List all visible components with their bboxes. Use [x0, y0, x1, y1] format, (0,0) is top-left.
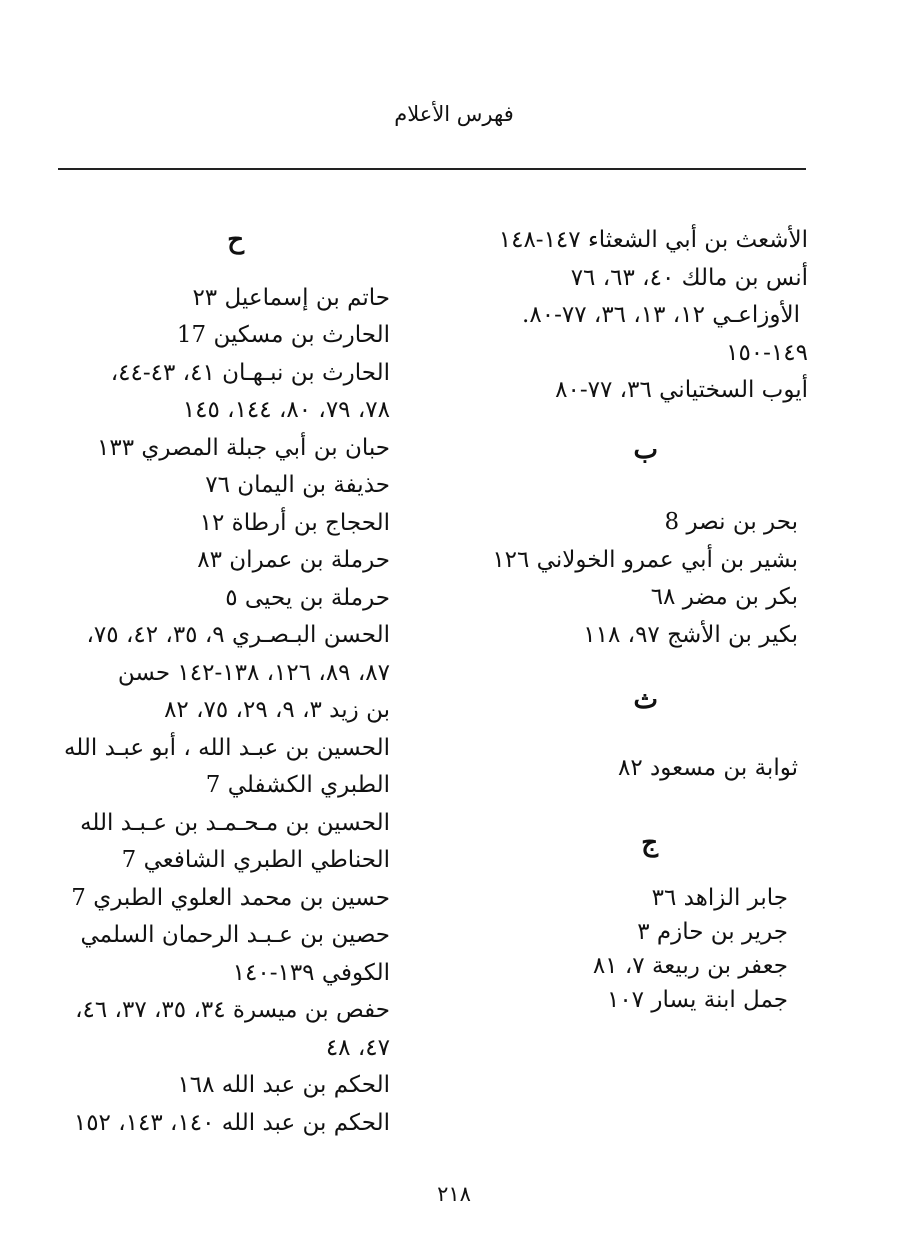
- index-entry: ١٤٩-١٥٠: [726, 339, 808, 366]
- index-entry: حفص بن ميسرة ٣٤، ٣٥، ٣٧، ٤٦،: [75, 997, 390, 1023]
- index-entry: بحر بن نصر 8: [664, 509, 798, 535]
- section-letter-jim: ج: [641, 828, 658, 858]
- index-entry: ٧٨، ٧٩، ٨٠، ١٤٤، ١٤٥: [182, 397, 390, 423]
- index-entry: جابر الزاهد ٣٦: [651, 884, 788, 911]
- index-entry: حصين بن عـبـد الرحمان السلمي: [80, 922, 390, 948]
- spacer: [40, 260, 390, 280]
- section-letter-ha: ح: [227, 225, 244, 255]
- right-column: [458, 222, 808, 1017]
- index-entry: الحسن البـصـري ٩، ٣٥، ٤٢، ٧٥،: [86, 622, 390, 648]
- index-entry: جرير بن حازم ٣: [637, 918, 788, 945]
- section-jim: [458, 881, 808, 1017]
- index-entry: بن زيد ٣، ٩، ٢٩، ٧٥، ٨٢: [164, 697, 390, 723]
- index-entry: الحناطي الطبري الشافعي 7: [121, 847, 390, 873]
- index-entry: الحارث بن مسكين 17: [176, 322, 390, 348]
- section-tha: [458, 750, 808, 788]
- section-letter-tha: ث: [633, 685, 658, 715]
- index-entry: حذيفة بن اليمان ٧٦: [205, 472, 390, 498]
- section-ba: [458, 504, 808, 654]
- spacer: [458, 787, 808, 825]
- index-entry: بشير بن أبي عمرو الخولاني ١٢٦: [492, 546, 798, 573]
- index-entry: حسين بن محمد العلوي الطبري 7: [71, 884, 390, 911]
- index-entry: ثوابة بن مسعود ٨٢: [617, 754, 798, 781]
- index-entry: الأوزاعـي ١٢، ١٣، ٣٦، ٧٧-٨٠.: [522, 302, 800, 328]
- index-entry: الكوفي ١٣٩-١٤٠: [232, 959, 390, 986]
- index-entry: الحارث بن نبـهـان ٤١، ٤٣-٤٤،: [110, 359, 390, 386]
- index-entry: حرملة بن يحيى ٥: [225, 584, 390, 611]
- spacer: [458, 720, 808, 750]
- index-entry: بكير بن الأشج ٩٧، ١١٨: [583, 621, 798, 648]
- index-entry: بكر بن مضر ٦٨: [650, 584, 798, 610]
- index-entry: جعفر بن ربيعة ٧، ٨١: [592, 952, 788, 979]
- index-entry: الحجاج بن أرطاة ١٢: [199, 509, 390, 536]
- index-entry: الطبري الكشفلي 7: [205, 772, 390, 798]
- spacer: [458, 654, 808, 682]
- left-column: [40, 222, 390, 1142]
- index-entry: أيوب السختياني ٣٦، ٧٧-٨٠: [555, 377, 808, 403]
- index-entry: ٨٧، ٨٩، ١٢٦، ١٣٨-١٤٢ حسن: [117, 659, 390, 686]
- index-entry: الحسين بن مـحـمـد بن عـبـد الله: [80, 809, 390, 836]
- page-number: ٢١٨: [437, 1182, 471, 1206]
- spacer: [458, 469, 808, 504]
- section-hamza: [458, 222, 808, 410]
- spacer: [458, 863, 808, 881]
- index-entry: جمل ابنة يسار ١٠٧: [606, 986, 788, 1013]
- index-entry: ٤٧، ٤٨: [325, 1034, 390, 1061]
- header-rule: [58, 168, 806, 170]
- index-entry: حاتم بن إسماعيل ٢٣: [192, 284, 390, 311]
- page-header: فهرس الأعلام: [394, 102, 514, 126]
- index-entry: حبان بن أبي جبلة المصري ١٣٣: [97, 434, 390, 461]
- index-entry: الحسين بن عبـد الله ، أبو عبـد الله: [63, 734, 390, 761]
- index-entry: حرملة بن عمران ٨٣: [197, 547, 390, 573]
- index-entry: أنس بن مالك ٤٠، ٦٣، ٧٦: [570, 264, 808, 291]
- index-entry: الحكم بن عبد الله ١٦٨: [177, 1072, 390, 1098]
- spacer: [458, 410, 808, 432]
- section-ha: [40, 280, 390, 1143]
- section-letter-ba: ب: [633, 434, 658, 465]
- index-entry: الأشعث بن أبي الشعثاء ١٤٧-١٤٨: [498, 227, 808, 253]
- index-entry: الحكم بن عبد الله ١٤٠، ١٤٣، ١٥٢: [73, 1109, 390, 1136]
